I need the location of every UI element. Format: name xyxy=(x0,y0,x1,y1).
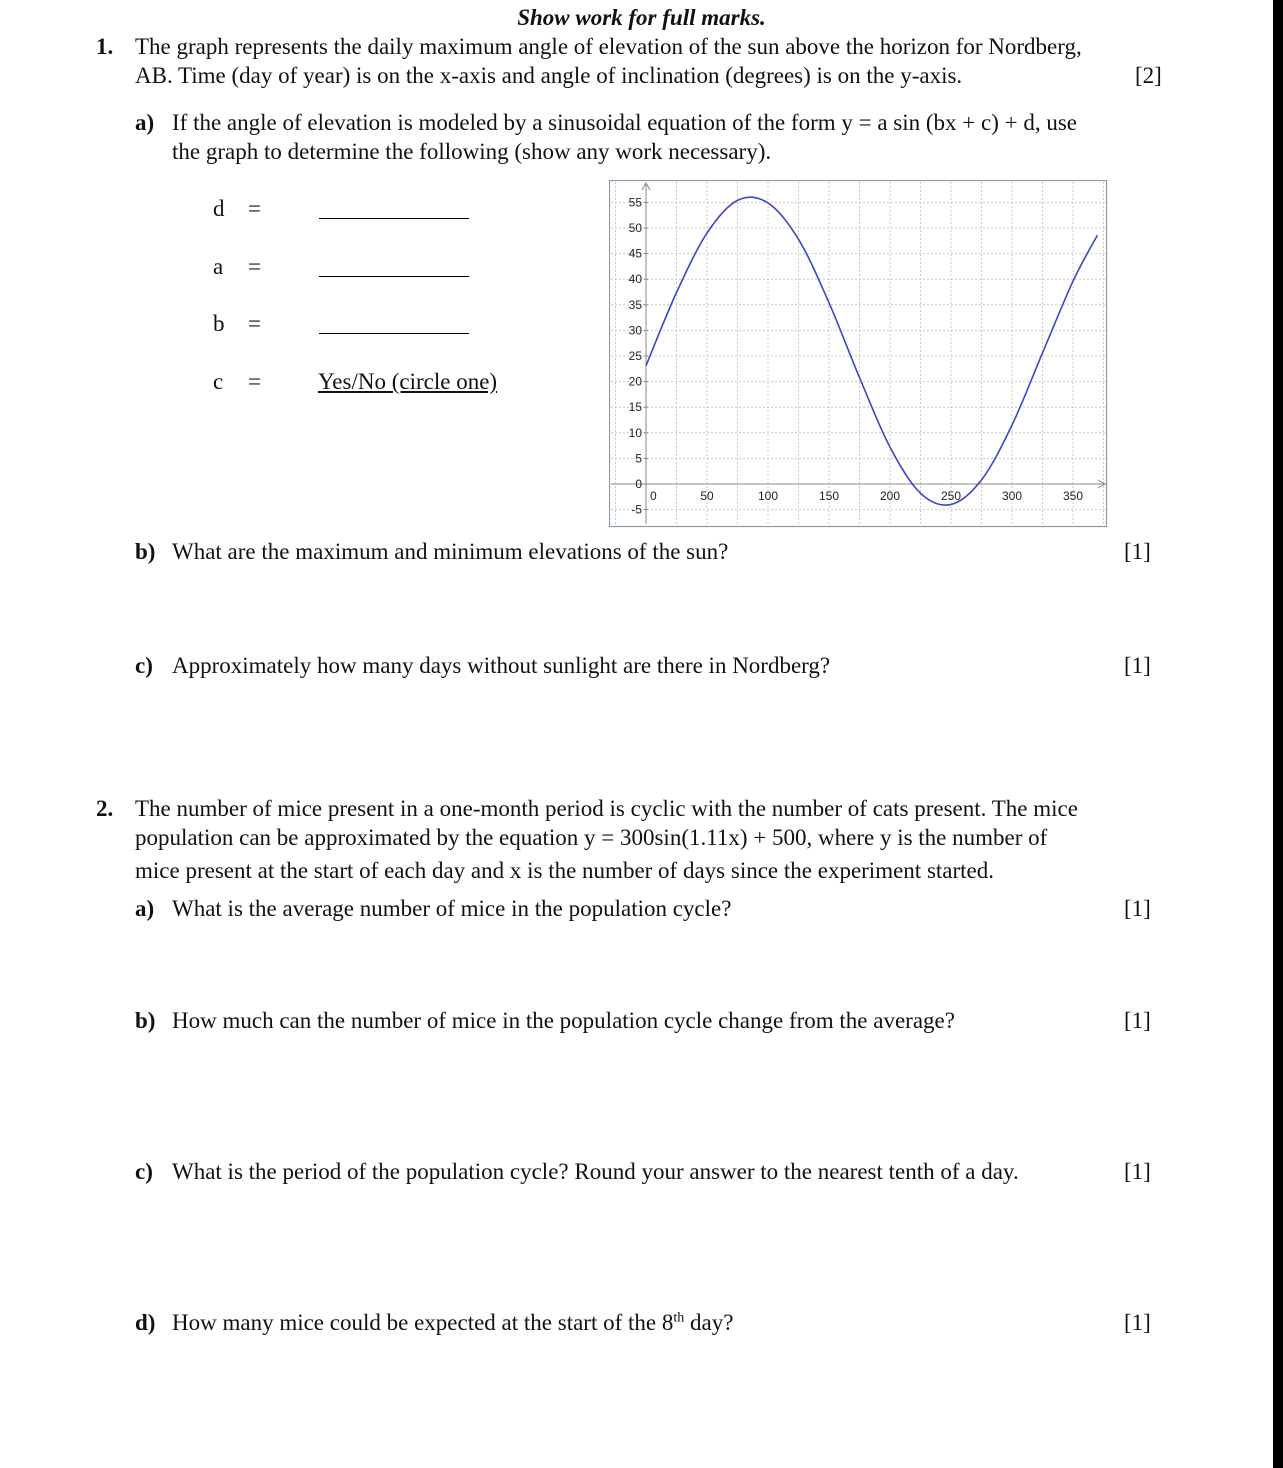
b-answer-blank[interactable] xyxy=(319,333,469,334)
q2a-text: What is the average number of mice in the population cycle? xyxy=(172,896,732,921)
var-d-label: d xyxy=(213,196,225,221)
q1-number: 1. xyxy=(96,34,114,59)
q1-text-line2: AB. Time (day of year) is on the x-axis and angle of inclination (degrees) is on the y-axis. xyxy=(135,63,963,88)
y-tick-label: 20 xyxy=(628,374,642,389)
q2d-text xyxy=(172,1310,733,1336)
var-b-label: b xyxy=(213,311,225,336)
var-d-equals: = xyxy=(248,196,261,221)
q2b-marks: [1] xyxy=(1124,1008,1151,1033)
y-tick-label: 50 xyxy=(628,221,642,235)
q1c-text: Approximately how many days without sunlight are there in Nordberg? xyxy=(172,653,831,678)
y-tick-label: 30 xyxy=(628,323,642,338)
q1b-label: b) xyxy=(135,539,156,564)
q2b-text: How much can the number of mice in the population cycle change from the average? xyxy=(172,1008,955,1033)
q2-number: 2. xyxy=(96,796,114,821)
y-tick-label: -5 xyxy=(631,502,642,517)
q2c-marks: [1] xyxy=(1124,1159,1151,1184)
page-heading: Show work for full marks. xyxy=(517,5,766,30)
y-tick-label: 55 xyxy=(628,195,642,210)
q1a-text-line2: the graph to determine the following (show any work necessary). xyxy=(172,139,772,164)
q1b-text: What are the maximum and minimum elevations of the sun? xyxy=(172,539,729,564)
var-a-equals: = xyxy=(248,254,261,279)
x-tick-label: 250 xyxy=(940,489,962,503)
q2-text-line1: The number of mice present in a one-month period is cyclic with the number of cats present. The mice xyxy=(135,796,1078,821)
c-yes-no-choice[interactable]: Yes/No (circle one) xyxy=(318,369,498,394)
y-tick-label: 10 xyxy=(628,425,642,440)
d-answer-blank[interactable] xyxy=(319,218,469,219)
right-edge-bar xyxy=(1273,0,1283,1468)
x-tick-label: 0 xyxy=(650,489,657,503)
q2c-text: What is the period of the population cycle? Round your answer to the nearest tenth of a day. xyxy=(172,1159,1019,1184)
var-c-label: c xyxy=(213,369,224,394)
y-tick-label: 15 xyxy=(628,400,642,415)
x-tick-label: 100 xyxy=(757,489,779,503)
y-tick-label: 45 xyxy=(628,246,642,261)
q2d-label: d) xyxy=(135,1310,156,1335)
sun-elevation-chart xyxy=(609,180,1108,528)
q1c-label: c) xyxy=(135,653,153,678)
var-b-equals: = xyxy=(248,311,261,336)
var-a-label: a xyxy=(213,254,224,279)
y-tick-label: 35 xyxy=(628,297,642,312)
q2a-label: a) xyxy=(135,896,155,921)
x-tick-label: 200 xyxy=(879,489,901,503)
q2-text-line2: population can be approximated by the equation y = 300sin(1.11x) + 500, where y is the number of xyxy=(135,825,1048,850)
q1a-text-line1: If the angle of elevation is modeled by a sinusoidal equation of the form y = a sin (bx + c) + d, use xyxy=(172,110,1078,135)
q1-text-line1: The graph represents the daily maximum angle of elevation of the sun above the horizon for Nordberg, xyxy=(135,34,1082,59)
y-tick-label: 25 xyxy=(628,349,642,363)
x-tick-label: 150 xyxy=(818,489,840,503)
q1c-marks: [1] xyxy=(1124,653,1151,678)
y-tick-label: 40 xyxy=(628,272,642,287)
y-tick-label: 0 xyxy=(635,477,642,491)
x-tick-label: 350 xyxy=(1062,489,1084,503)
q2d-marks: [1] xyxy=(1124,1310,1151,1335)
chart-frame xyxy=(610,181,1107,527)
x-tick-label: 300 xyxy=(1001,489,1023,503)
a-answer-blank[interactable] xyxy=(319,276,469,277)
q2c-label: c) xyxy=(135,1159,153,1184)
q2b-label: b) xyxy=(135,1008,156,1033)
q1-marks: [2] xyxy=(1135,63,1162,88)
var-c-equals: = xyxy=(248,369,261,394)
q2a-marks: [1] xyxy=(1124,896,1151,921)
y-tick-label: 5 xyxy=(635,451,642,466)
q2-text-line3: mice present at the start of each day and x is the number of days since the experiment started. xyxy=(135,858,994,883)
q2d-text-before: How many mice could be expected at the start of the 8 xyxy=(172,1310,674,1335)
q1a-label: a) xyxy=(135,110,155,135)
q2d-superscript: th xyxy=(673,1310,685,1326)
q2d-text-after: day? xyxy=(684,1310,734,1335)
x-tick-label: 50 xyxy=(700,489,714,503)
q1b-marks: [1] xyxy=(1124,539,1151,564)
